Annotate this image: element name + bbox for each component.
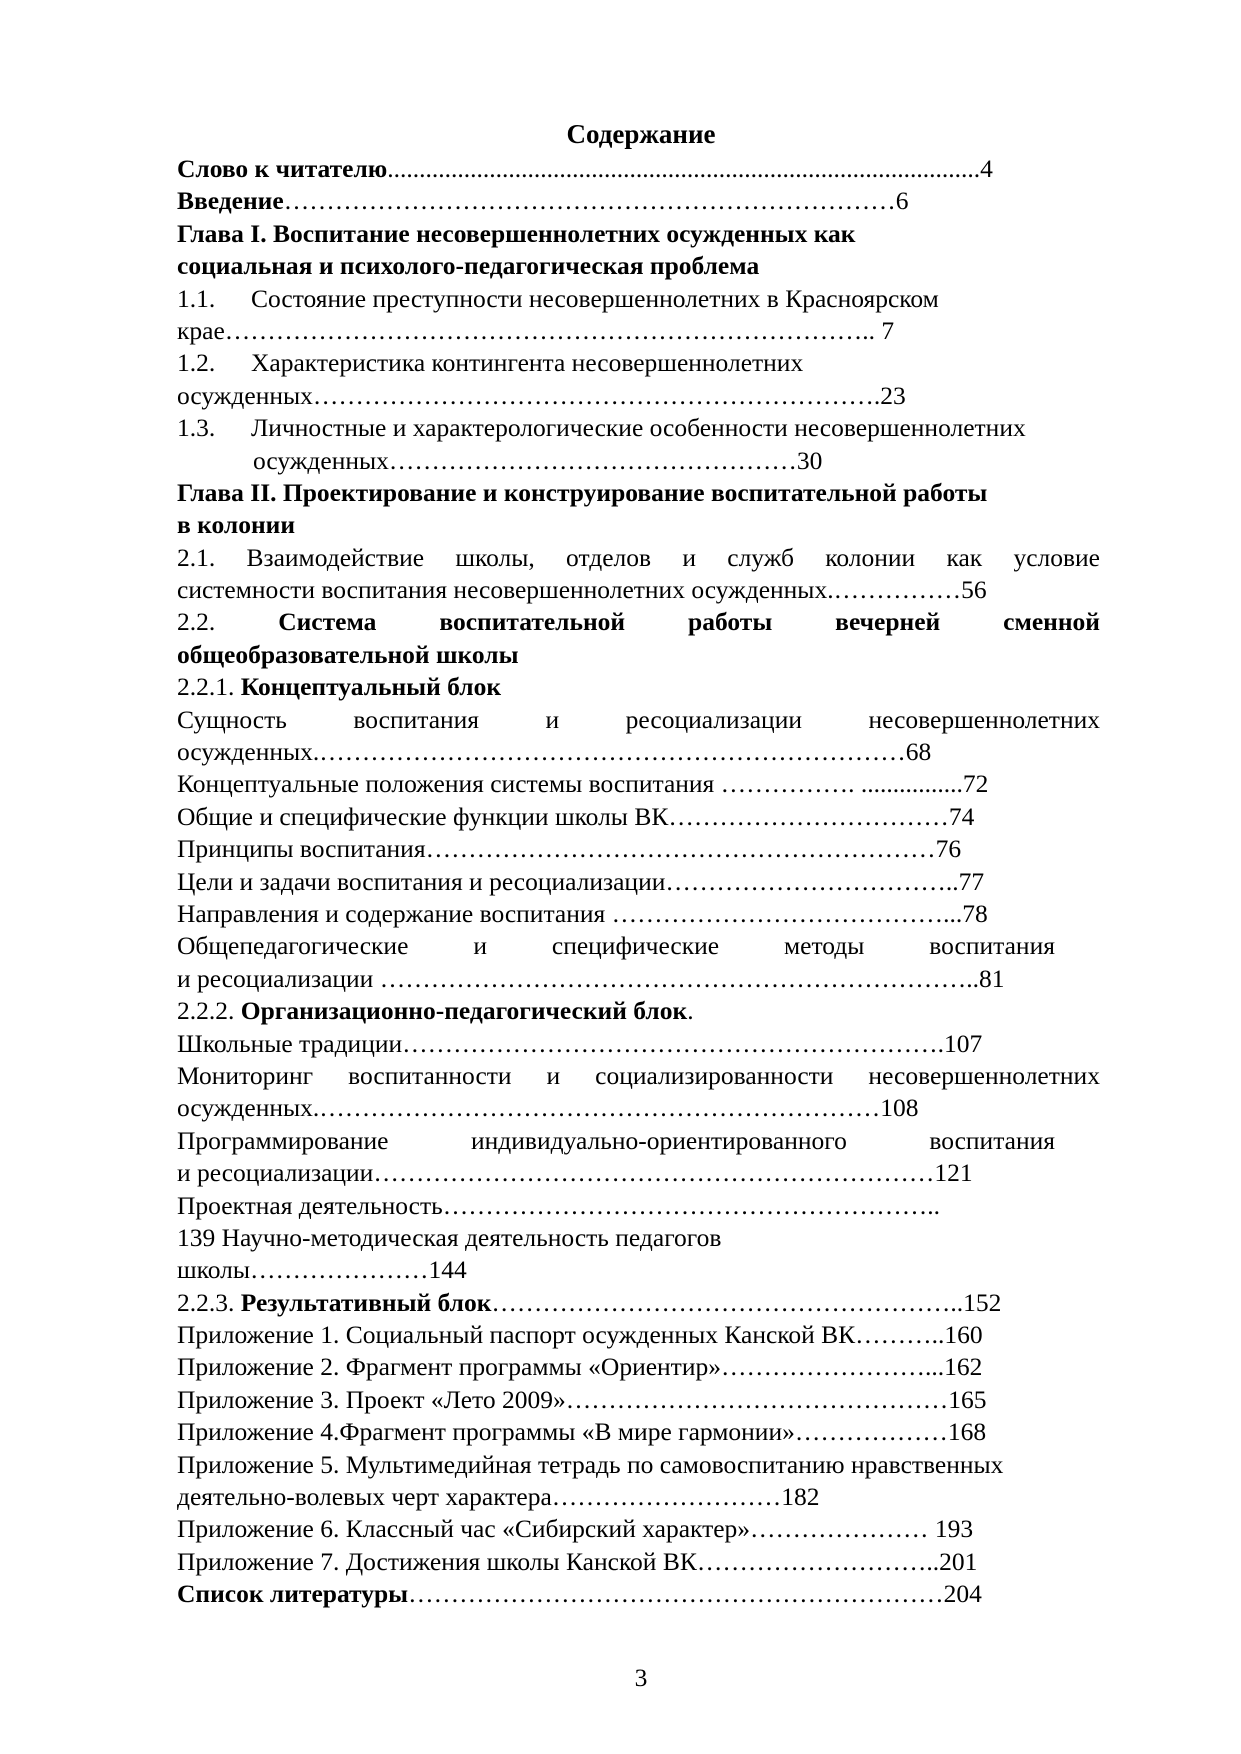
toc-line — [177, 1157, 1100, 1189]
toc-line — [177, 639, 1100, 671]
toc-text: Состояние преступности несовершеннолетних в Красноярском — [251, 283, 939, 313]
toc-word: 2.1. — [177, 542, 216, 572]
toc-word: воспитанности — [348, 1060, 512, 1090]
toc-text: .............................................................................................4 — [387, 154, 993, 183]
toc-word: Система — [278, 607, 377, 637]
toc-text: осужденных…………………………………………30 — [253, 445, 823, 475]
toc-text: Слово к читателю — [177, 154, 388, 183]
toc-text: Приложение 1. Социальный паспорт осужденных Канской ВК………..160 — [177, 1320, 983, 1350]
toc-text: Глава I. Воспитание несовершеннолетних осужденных как — [177, 218, 856, 248]
toc-text: Приложение 6. Классный час «Сибирский характер»………………… 193 — [177, 1514, 974, 1544]
toc-text: деятельно-волевых черт характера………………………182 — [177, 1482, 820, 1512]
toc-line — [177, 1351, 1100, 1383]
toc-text: социальная и психолого-педагогическая проблема — [177, 251, 760, 281]
toc-word: и — [473, 931, 487, 961]
toc-word: индивидуально-ориентированного — [471, 1125, 847, 1155]
toc-text: . — [687, 996, 694, 1026]
toc-text: осужденных………………………………………………………….23 — [177, 380, 906, 410]
toc-line — [177, 1449, 1100, 1481]
toc-word: Сущность — [177, 704, 287, 734]
toc-line — [177, 963, 1100, 995]
toc-text: Список литературы — [177, 1579, 409, 1609]
toc-line — [177, 671, 1100, 703]
table-of-contents — [177, 153, 1100, 1611]
toc-word: школы, — [455, 542, 535, 572]
toc-line — [177, 412, 1100, 444]
toc-text: Результативный блок — [240, 1287, 492, 1317]
toc-section-number: 1.3. — [177, 413, 216, 443]
toc-text: Организационно-педагогический блок — [240, 996, 688, 1026]
toc-word: сменной — [1003, 607, 1100, 637]
toc-word: Мониторинг — [177, 1060, 314, 1090]
toc-line — [177, 347, 1100, 379]
toc-word: воспитательной — [439, 607, 626, 637]
toc-text: Личностные и характерологические особенности несовершеннолетних — [251, 413, 1026, 443]
toc-text: Введение — [177, 186, 284, 216]
toc-line — [177, 833, 1100, 865]
toc-word: вечерней — [835, 607, 941, 637]
toc-line — [177, 1287, 1100, 1319]
toc-line — [177, 542, 1100, 574]
toc-text: Проектная деятельность………………………………………………….. — [177, 1190, 941, 1220]
toc-line — [177, 283, 1100, 315]
toc-text: Характеристика контингента несовершеннолетних — [251, 348, 804, 378]
toc-line — [177, 930, 1100, 962]
toc-line — [177, 801, 1100, 833]
toc-line — [177, 380, 1100, 412]
toc-line — [177, 574, 1100, 606]
toc-line — [177, 1319, 1100, 1351]
toc-line — [177, 1578, 1100, 1610]
toc-text: 139 Научно-методическая деятельность педагогов — [177, 1222, 722, 1252]
toc-text: в колонии — [177, 510, 296, 540]
toc-text: Цели и задачи воспитания и ресоциализации……………………………..77 — [177, 866, 985, 896]
toc-section-number: 1.2. — [177, 348, 216, 378]
toc-text: 2.2.1. — [177, 672, 241, 702]
toc-word: служб — [727, 542, 794, 572]
page-title: Содержание — [566, 119, 716, 149]
toc-line — [177, 768, 1100, 800]
toc-line — [177, 1125, 1100, 1157]
toc-text: Глава II. Проектирование и конструирование воспитательной работы — [177, 477, 988, 507]
toc-word: условие — [1013, 542, 1100, 572]
toc-text: Направления и содержание воспитания …………………………………...78 — [177, 898, 988, 928]
toc-text: крае………………………………………………………………….. 7 — [177, 315, 895, 345]
toc-word: Программирование — [177, 1125, 389, 1155]
toc-line — [177, 1092, 1100, 1124]
toc-text: Концептуальный блок — [240, 672, 502, 702]
toc-text: 2.2.2. — [177, 996, 241, 1026]
toc-line — [177, 250, 1100, 282]
toc-line — [177, 1513, 1100, 1545]
toc-line — [177, 606, 1100, 638]
toc-word: ресоциализации — [625, 704, 802, 734]
toc-line — [177, 736, 1100, 768]
toc-word: воспитания — [929, 931, 1055, 961]
toc-text: 2.2.3. — [177, 1287, 241, 1317]
toc-line — [177, 866, 1100, 898]
toc-text: системности воспитания несовершеннолетних осужденных.……………56 — [177, 575, 987, 605]
toc-line — [177, 1546, 1100, 1578]
toc-text: Приложение 4.Фрагмент программы «В мире гармонии»………………168 — [177, 1417, 987, 1447]
toc-word: социализированности — [595, 1060, 834, 1090]
toc-word: методы — [783, 931, 865, 961]
toc-word: и — [546, 1060, 561, 1090]
toc-text: ………………………………………………………………6 — [283, 186, 909, 216]
toc-line — [177, 445, 1100, 477]
toc-text: Концептуальные положения системы воспитания ……………. ................72 — [177, 769, 989, 799]
toc-text: Школьные традиции……………………………………………………….107 — [177, 1028, 983, 1058]
toc-section-number: 1.1. — [177, 283, 216, 313]
toc-word: воспитания — [929, 1125, 1055, 1155]
toc-line — [177, 1481, 1100, 1513]
toc-word: отделов — [566, 542, 652, 572]
toc-line — [177, 898, 1100, 930]
toc-line — [177, 1384, 1100, 1416]
toc-word: колонии — [825, 542, 916, 572]
toc-word: и — [682, 542, 696, 572]
toc-line — [177, 1254, 1100, 1286]
toc-line — [177, 1060, 1100, 1092]
toc-line — [177, 185, 1100, 217]
toc-line — [177, 315, 1100, 347]
toc-text: осужденных.……………………………………………………………68 — [177, 737, 932, 767]
toc-line — [177, 509, 1100, 541]
toc-text: ………………………………………………………204 — [408, 1579, 982, 1609]
toc-text: Приложение 3. Проект «Лето 2009»………………………………………165 — [177, 1384, 987, 1414]
toc-word: воспитания — [353, 704, 480, 734]
toc-word: Взаимодействие — [246, 542, 425, 572]
toc-text: школы…………………144 — [177, 1255, 467, 1285]
toc-text: Приложение 5. Мультимедийная тетрадь по самовоспитанию нравственных — [177, 1449, 1004, 1479]
toc-text: Общие и специфические функции школы ВК……………………………74 — [177, 801, 975, 831]
toc-line — [177, 995, 1100, 1027]
toc-line — [177, 218, 1100, 250]
toc-line — [177, 153, 1100, 185]
toc-line — [177, 1190, 1100, 1222]
toc-text: и ресоциализации…………………………………………………………121 — [177, 1158, 973, 1188]
toc-word: 2.2. — [177, 607, 216, 637]
toc-text: осужденных.…………………………………………………………108 — [177, 1093, 919, 1123]
toc-text: Приложение 7. Достижения школы Канской ВК………………………..201 — [177, 1546, 978, 1576]
page-number: 3 — [634, 1663, 648, 1692]
toc-word: и — [545, 704, 560, 734]
toc-text: Принципы воспитания……………………………………………………76 — [177, 834, 962, 864]
toc-word: несовершеннолетних — [868, 1060, 1100, 1090]
toc-word: специфические — [551, 931, 720, 961]
toc-text: и ресоциализации ……………………………………………………………..81 — [177, 963, 1005, 993]
toc-word: Общепедагогические — [177, 931, 409, 961]
toc-text: общеобразовательной школы — [177, 639, 519, 669]
toc-text: ………………………………………………..152 — [491, 1287, 1002, 1317]
toc-line — [177, 1416, 1100, 1448]
toc-line — [177, 1222, 1100, 1254]
toc-line — [177, 704, 1100, 736]
toc-word: работы — [688, 607, 773, 637]
toc-word: несовершеннолетних — [868, 704, 1100, 734]
toc-text: Приложение 2. Фрагмент программы «Ориентир»……………………...162 — [177, 1352, 983, 1382]
toc-line — [177, 477, 1100, 509]
toc-word: как — [946, 542, 983, 572]
toc-line — [177, 1028, 1100, 1060]
